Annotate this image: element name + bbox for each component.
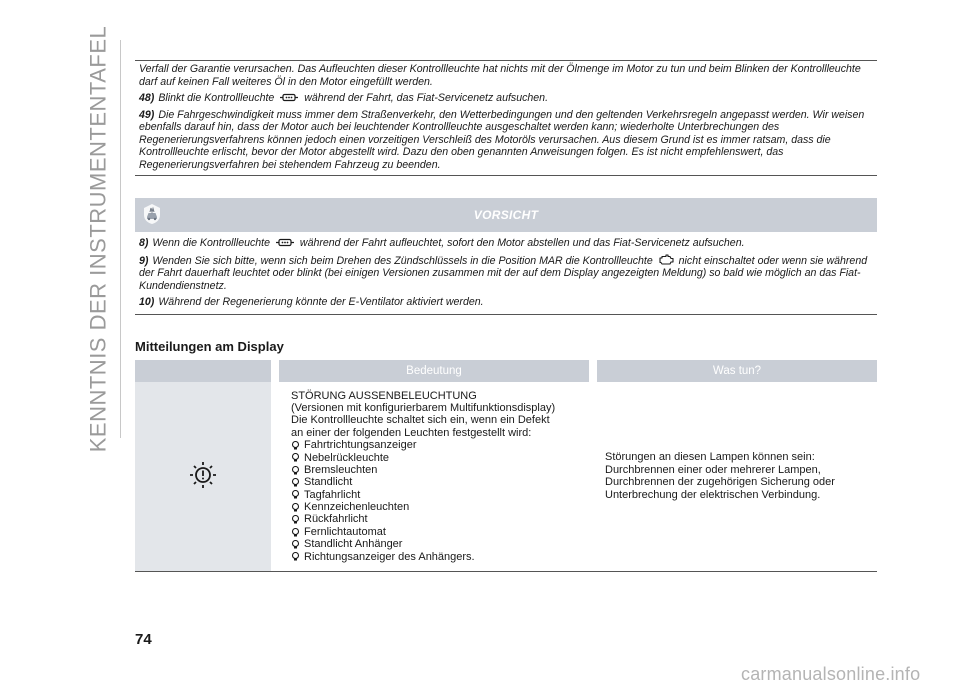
list-item [291,439,585,451]
warning-banner [135,198,877,232]
bulb-icon [291,490,300,499]
list-item [291,526,585,538]
warning-light-cell [135,382,271,572]
lamp-list [291,439,585,563]
bulb-icon [291,478,300,487]
note-text: Die Fahrgeschwindigkeit muss immer dem Straßenverkehr, den Wetterbedingungen und den geltenden Verkehrsregeln angepasst werden. Wir weisen ebenfalls darauf hin, dass der Motor auch bei leuchtender Kontrollleuchte ausgeschaltet werden kann; wiederholte Unterbrechungen des Regenerierungsverfahrens können jedoch einen vorzeitigen Verschleiß des Motoröls verursachen. Aus diesem Grund ist es immer ratsam, dass die Kontrollleuchte erlischt, bevor der Motor abgestellt wird. Dazu den oben genannten Anweisungen folgen. Es ist nicht empfehlenswert, das Regenerierungsverfahren bei stehendem Fahrzeug zu beenden. [139,108,865,171]
table-header-row [135,360,877,382]
header-meaning: Bedeutung [279,360,589,382]
lamp-label: Fernlichtautomat [304,525,386,538]
action-line: Unterbrechung der elektrischen Verbindung. [605,488,821,501]
note-48 [139,92,873,105]
lamp-label: Rückfahrlicht [304,513,368,526]
list-item [291,452,585,464]
warning-number: 9) [139,254,149,267]
page-content [135,60,877,572]
note-number: 49) [139,108,155,121]
dpf-icon [279,93,299,102]
messages-table [135,360,877,573]
lamp-label: Tagfahrlicht [304,488,361,501]
dpf-icon [275,238,295,247]
notes-box [135,60,877,176]
bulb-icon [291,466,300,475]
lamp-label: Standlicht [304,476,353,489]
note-text-after: während der Fahrt, das Fiat-Servicenetz aufsuchen. [304,92,549,104]
list-item [291,464,585,476]
warning-text-after: nicht einschaltet oder wenn sie während der Fahrt dauerhaft leuchtet oder blinkt (bei einigen Versionen zusammen mit der auf dem Display angezeigten Meldung) so bald wie möglich an das Fiat-Kundendienstnetz. [139,254,868,292]
warning-9 [139,254,873,293]
warning-10 [139,296,873,309]
bulb-icon [291,503,300,512]
action-line: Durchbrennen einer oder mehrerer Lampen, [605,463,821,476]
meaning-line: STÖRUNG AUSSENBELEUCHTUNG [291,389,477,402]
lamp-label: Bremsleuchten [304,463,378,476]
note-number: 48) [139,92,155,104]
list-item [291,489,585,501]
note-intro [139,63,873,88]
list-item [291,501,585,513]
chapter-title-text: KENNTNIS DER INSTRUMENTENTAFEL [85,25,111,453]
warning-text: Während der Regenerierung könnte der E-Ventilator aktiviert werden. [158,296,484,308]
section-title: Mitteilungen am Display [135,338,284,354]
list-item [291,551,585,563]
bulb-icon [291,552,300,561]
row-gap [589,382,597,572]
bulb-icon [291,528,300,537]
car-hand-warning-icon [142,203,162,225]
bulb-icon [291,441,300,450]
row-gap [271,382,279,572]
exterior-light-failure-icon [186,460,220,490]
page-number: 74 [135,631,152,648]
lamp-label: Kennzeichenleuchten [304,501,410,514]
lamp-label: Nebelrückleuchte [304,451,389,464]
warning-number: 8) [139,237,149,249]
watermark: carmanualsonline.info [741,664,921,684]
header-gap [589,360,597,382]
warning-title: VORSICHT [473,208,539,222]
list-item [291,538,585,550]
lamp-label: Fahrtrichtungsanzeiger [304,439,417,452]
bulb-icon [291,453,300,462]
chapter-title [72,25,124,453]
lamp-label: Standlicht Anhänger [304,538,403,551]
list-item [291,513,585,525]
header-icon-column [135,360,271,382]
lamp-label: Richtungsanzeiger des Anhängers. [304,550,475,563]
table-row [135,382,877,572]
warning-text-before: Wenden Sie sich bitte, wenn sich beim Drehen des Zündschlüssels in die Position MAR die Kontrollleuchte [152,254,653,267]
warning-box [135,232,877,315]
action-line: Durchbrennen der zugehörigen Sicherung oder [605,476,835,489]
bulb-icon [291,515,300,524]
action-line: Störungen an diesen Lampen können sein: [605,451,815,464]
meaning-line: Die Kontrollleuchte schaltet sich ein, wenn ein Defekt [291,414,550,427]
note-intro-text: Verfall der Garantie verursachen. Das Aufleuchten dieser Kontrollleuchte hat nichts mit der Ölmenge im Motor zu tun und beim Blinken der Kontrollleuchte darf auf keinen Fall weiteres Öl in den Motor eingefüllt werden. [139,63,861,88]
header-gap [271,360,279,382]
warning-text-before: Wenn die Kontrollleuchte [152,237,271,249]
meaning-line: (Versionen mit konfigurierbarem Multifunktionsdisplay) [291,401,556,414]
note-49 [139,109,873,172]
engine-icon [658,254,674,265]
list-item [291,476,585,488]
note-text-before: Blinkt die Kontrollleuchte [158,92,275,104]
bulb-icon [291,540,300,549]
meaning-line: an einer der folgenden Leuchten festgestellt wird: [291,426,532,439]
header-action: Was tun? [597,360,877,382]
meaning-cell [279,382,589,572]
warning-text-after: während der Fahrt aufleuchtet, sofort den Motor abstellen und das Fiat-Servicenetz aufsuchen. [299,237,745,249]
chapter-divider [120,40,121,438]
action-cell [597,382,877,572]
warning-number: 10) [139,296,155,308]
warning-8 [139,237,873,250]
